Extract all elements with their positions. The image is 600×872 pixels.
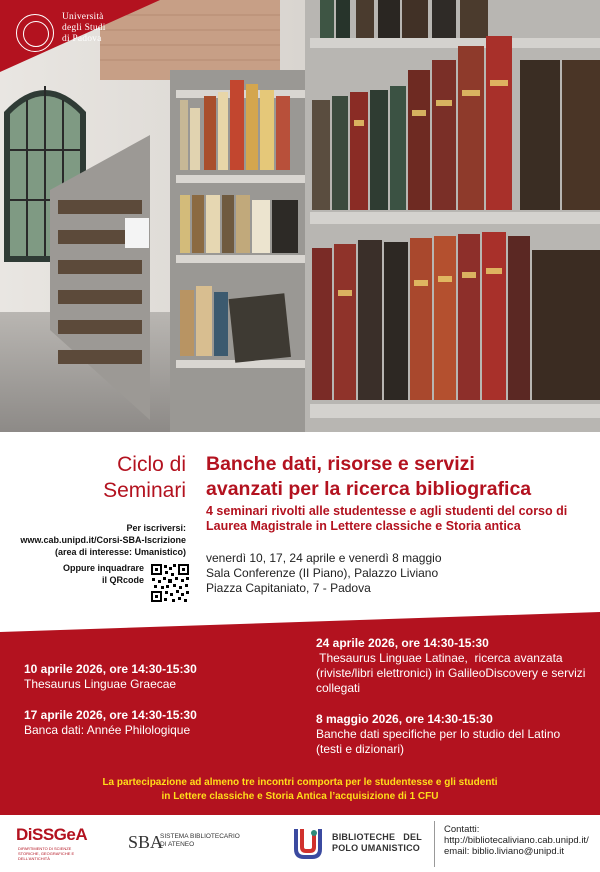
session-4 bbox=[316, 712, 596, 757]
cfu-note bbox=[20, 776, 580, 804]
session-2-date: 17 aprile 2026, ore 14:30-15:30 bbox=[24, 708, 197, 722]
university-name bbox=[62, 12, 106, 45]
venue-dates: venerdì 10, 17, 24 aprile e venerdì 8 maggio bbox=[206, 551, 442, 565]
qr-instruction-2: il QRcode bbox=[101, 575, 144, 585]
title-line-1: Banche dati, risorse e servizi bbox=[206, 453, 475, 475]
contacts bbox=[444, 824, 589, 857]
university-line-2: degli Studi bbox=[62, 23, 106, 33]
university-seal-icon bbox=[16, 14, 54, 52]
footer bbox=[0, 815, 600, 872]
sba-logo: SBA bbox=[128, 832, 164, 852]
title-line-2: avanzati per la ricerca bibliografica bbox=[206, 478, 532, 500]
session-4-topic-line-1: Banche dati specifiche per lo studio del Latino bbox=[316, 727, 561, 741]
venue-address: Piazza Capitaniato, 7 - Padova bbox=[206, 581, 371, 595]
session-3-topic-line-3: collegati bbox=[316, 681, 361, 695]
biblioteche-name bbox=[332, 832, 422, 854]
sba-line-2: DI ATENEO bbox=[160, 841, 195, 848]
session-3-topic-line-1: Thesaurus Linguae Latinae, ricerca avanzata bbox=[316, 651, 563, 665]
registration-area: (area di interesse: Umanistico) bbox=[54, 547, 186, 557]
registration-heading: Per iscriversi: bbox=[126, 523, 186, 533]
session-1-topic: Thesaurus Linguae Graecae bbox=[24, 677, 177, 691]
sba-line-1: SISTEMA BIBLIOTECARIO bbox=[160, 833, 240, 840]
session-1 bbox=[24, 662, 284, 692]
series-line-1: Ciclo di bbox=[117, 453, 186, 476]
dissgea-subtitle: DIPARTIMENTO DI SCIENZE STORICHE, GEOGRAFICHE E DELL'ANTICHITÀ bbox=[18, 846, 75, 861]
qr-instruction-1: Oppure inquadrare bbox=[62, 563, 144, 573]
session-3-topic-line-2: (riviste/libri elettronici) in GalileoDiscovery e servizi bbox=[316, 666, 586, 680]
university-line-1: Università bbox=[62, 12, 104, 22]
session-1-date: 10 aprile 2026, ore 14:30-15:30 bbox=[24, 662, 197, 676]
session-4-date: 8 maggio 2026, ore 14:30-15:30 bbox=[316, 712, 493, 726]
cfu-note-line-1: La partecipazione ad almeno tre incontri comporta per le studentesse e gli studenti bbox=[102, 777, 498, 788]
contacts-email[interactable]: email: biblio.liviano@unipd.it bbox=[444, 846, 565, 857]
session-3 bbox=[316, 636, 596, 696]
seminar-subtitle bbox=[206, 504, 596, 534]
subtitle-line-1: 4 seminari rivolti alle studentesse e agli studenti del corso di bbox=[206, 504, 568, 518]
sba-name bbox=[160, 833, 240, 849]
dissgea-logo: DiSSGeA bbox=[16, 825, 88, 844]
contacts-label: Contatti: bbox=[444, 824, 480, 835]
seminar-title bbox=[206, 452, 596, 502]
biblioteche-line-2: POLO UMANISTICO bbox=[332, 843, 420, 853]
venue-room: Sala Conferenze (II Piano), Palazzo Liviano bbox=[206, 566, 439, 580]
series-label bbox=[96, 452, 186, 504]
session-2 bbox=[24, 708, 284, 738]
session-3-date: 24 aprile 2026, ore 14:30-15:30 bbox=[316, 636, 489, 650]
cfu-note-line-2: in Lettere classiche e Storia Antica l’acquisizione di 1 CFU bbox=[161, 791, 439, 802]
university-line-3: di Padova bbox=[62, 34, 102, 44]
venue-info bbox=[206, 551, 586, 596]
session-2-topic: Banca dati: Année Philologique bbox=[24, 723, 191, 737]
contacts-url[interactable]: http://bibliotecaliviano.cab.unipd.it/ bbox=[444, 835, 589, 846]
biblioteche-logo-icon bbox=[290, 825, 326, 861]
qr-code-icon[interactable] bbox=[150, 563, 190, 603]
subtitle-line-2: Laurea Magistrale in Lettere classiche e Storia antica bbox=[206, 519, 521, 533]
registration-link[interactable]: www.cab.unipd.it/Corsi-SBA-Iscrizione bbox=[20, 535, 186, 545]
university-logo bbox=[0, 0, 160, 78]
footer-divider bbox=[434, 821, 435, 867]
session-4-topic-line-2: (testi e dizionari) bbox=[316, 742, 405, 756]
series-line-2: Seminari bbox=[103, 479, 186, 502]
biblioteche-line-1: BIBLIOTECHE DEL bbox=[332, 832, 422, 842]
